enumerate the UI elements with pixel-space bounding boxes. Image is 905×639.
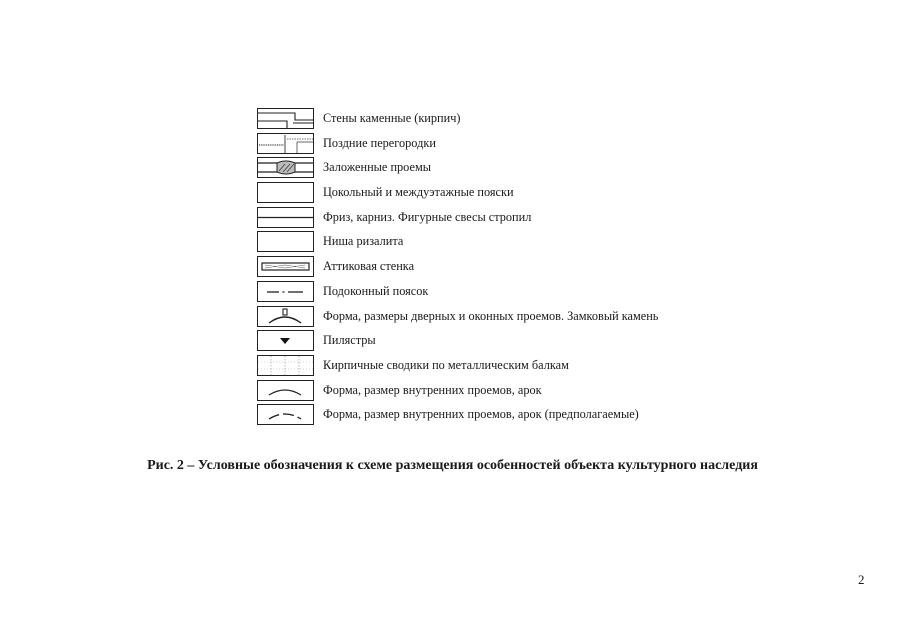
brick-wall-icon bbox=[257, 108, 314, 129]
arch-keystone-icon bbox=[257, 306, 314, 327]
blocked-opening-icon bbox=[257, 157, 314, 178]
legend-label: Поздние перегородки bbox=[323, 135, 436, 150]
legend-label: Подоконный поясок bbox=[323, 283, 429, 298]
legend-label: Цокольный и междуэтажные пояски bbox=[323, 185, 514, 200]
figure-caption: Рис. 2 – Условные обозначения к схеме размещения особенностей объекта культурного наследия bbox=[147, 458, 758, 473]
legend-label: Форма, размер внутренних проемов, арок (предполагаемые) bbox=[323, 407, 639, 422]
inner-arch-icon bbox=[257, 380, 314, 401]
legend-label: Аттиковая стенка bbox=[323, 259, 415, 274]
legend-label: Ниша ризалита bbox=[323, 234, 404, 249]
frieze-line-icon bbox=[257, 207, 314, 228]
legend-label: Форма, размер внутренних проемов, арок bbox=[323, 382, 542, 397]
pilaster-triangle-icon bbox=[257, 330, 314, 351]
brick-vault-grid-icon bbox=[257, 355, 314, 376]
late-partition-icon bbox=[257, 133, 314, 154]
plinth-belt-icon bbox=[257, 182, 314, 203]
risalit-niche-icon bbox=[257, 231, 314, 252]
legend-label: Заложенные проемы bbox=[323, 160, 431, 175]
page-number: 2 bbox=[858, 572, 865, 587]
dash-dot-line-icon bbox=[257, 281, 314, 302]
dashed-arch-icon bbox=[257, 404, 314, 425]
legend-label: Пилястры bbox=[323, 333, 376, 348]
attic-wall-icon bbox=[257, 256, 314, 277]
legend-label: Стены каменные (кирпич) bbox=[323, 111, 461, 125]
legend-label: Кирпичные сводики по металлическим балкам bbox=[323, 357, 569, 372]
legend-label: Форма, размеры дверных и оконных проемов. Замковый камень bbox=[323, 308, 659, 323]
legend-label: Фриз, карниз. Фигурные свесы стропил bbox=[323, 209, 532, 224]
